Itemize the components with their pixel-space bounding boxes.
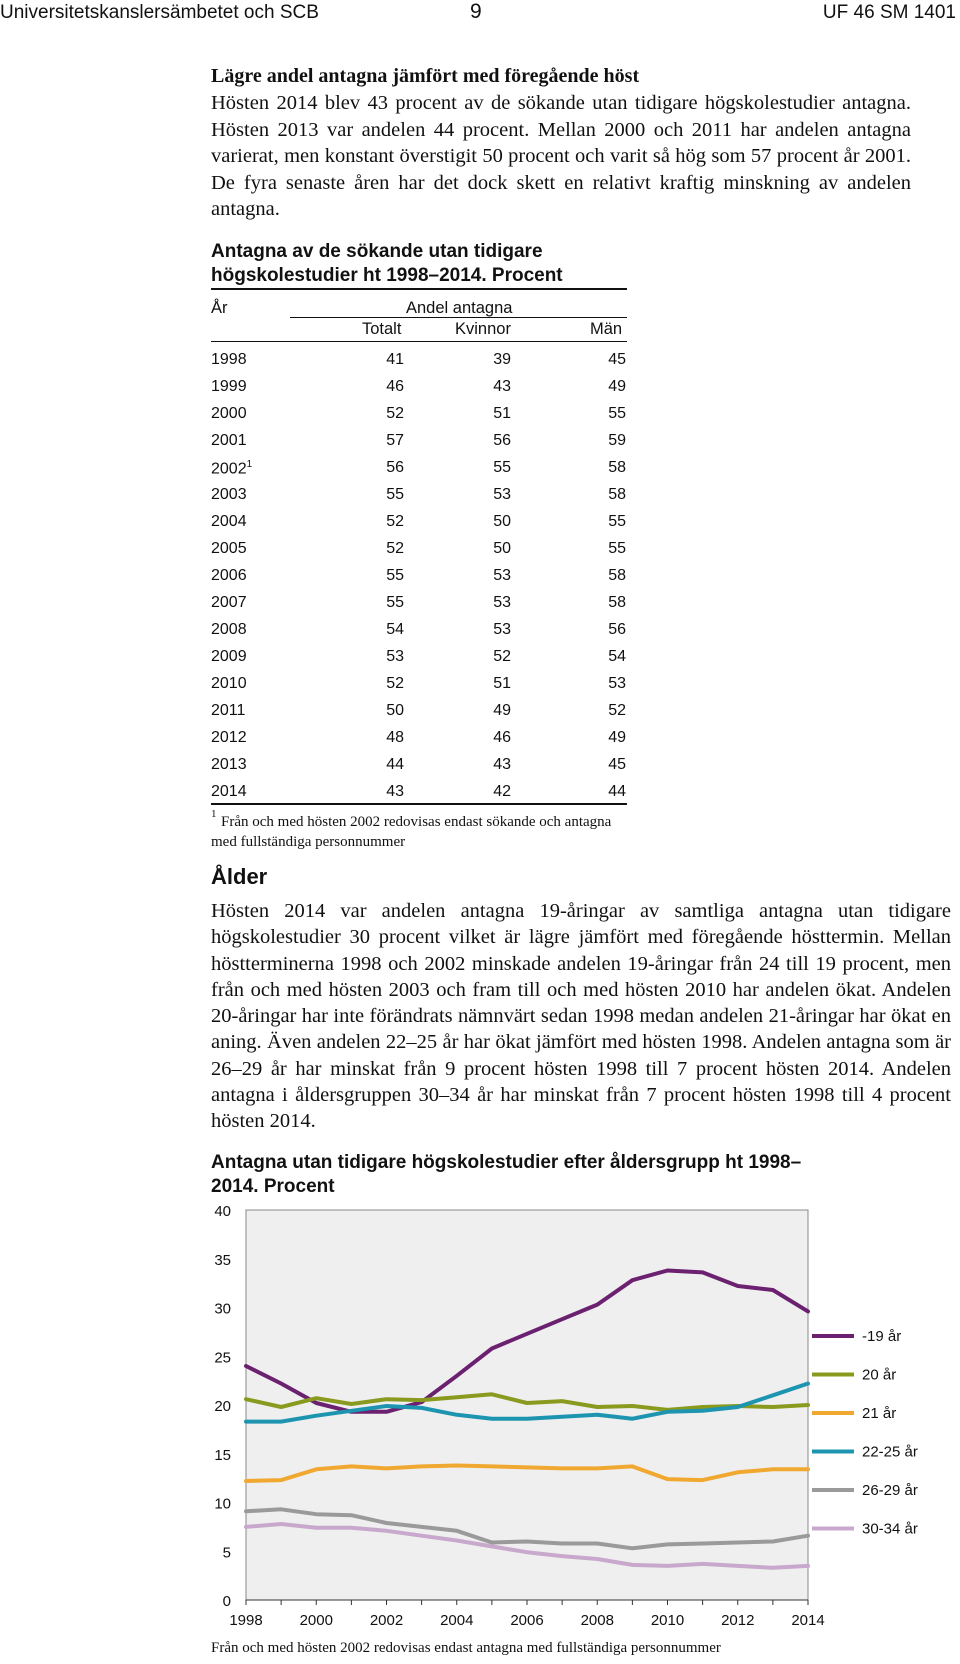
section-heading: Lägre andel antagna jämfört med föregående höst: [211, 65, 640, 87]
table-cell-total: 55: [386, 567, 404, 584]
section-paragraph-age: Hösten 2014 var andelen antagna 19-åringar av samtliga antagna utan tidigare högskolestudier 30 procent vilket är lägre jämfört med föregående hösttermin. Mellan höstterminerna 1998 och 2002 minskade andelen 19-åringar från 24 till 19 procent, men från och med hösten 2003 och fram till och med hösten 2010 har andelen ökat. Andelen 20-åringar har inte förändrats nämnvärt sedan 1998 medan andelen 21-åringar har ökat en aning. Även andelen 22–25 år har ökat jämfört med hösten 1998. Andelen antagna som är 26–29 år har minskat från 9 procent hösten 1998 till 7 procent hösten 2014. Andelen antagna i åldersgruppen 30–34 år har minskat från 7 procent hösten 1998 till 4 procent hösten 2014.: [211, 900, 951, 1133]
data-point: [736, 1541, 739, 1544]
table-cell-women: 46: [493, 729, 511, 746]
data-point: [244, 1420, 247, 1423]
data-point: [280, 1508, 283, 1511]
x-tick-label: 1998: [229, 1612, 263, 1629]
y-tick-label: 0: [222, 1593, 231, 1610]
y-tick-label: 15: [214, 1446, 231, 1464]
table-cell-total: 57: [386, 432, 404, 449]
table-row-year: 2009: [211, 648, 247, 665]
data-point: [736, 1564, 739, 1567]
data-point: [525, 1401, 528, 1404]
data-point: [561, 1542, 564, 1545]
table-cell-women: 43: [493, 378, 511, 395]
data-point: [490, 1541, 493, 1544]
table-row-year: 2010: [211, 675, 247, 692]
x-tick-label: 2004: [440, 1612, 474, 1629]
table-cell-men: 58: [608, 594, 626, 611]
y-tick-label: 40: [214, 1203, 231, 1220]
header-right-text: UF 46 SM 1401: [822, 2, 956, 23]
data-point: [631, 1547, 634, 1550]
table-cell-women: 43: [493, 756, 511, 773]
table-cell-total: 56: [386, 459, 404, 476]
y-tick-label: 10: [214, 1495, 231, 1513]
table-cell-women: 56: [493, 432, 511, 449]
table-cell-total: 52: [386, 675, 404, 692]
data-point: [596, 1467, 599, 1470]
x-tick-label: 2012: [721, 1612, 755, 1629]
table-row-year: 1999: [211, 378, 247, 395]
data-point: [596, 1303, 599, 1306]
table-cell-women: 51: [493, 405, 511, 422]
table-row-year: 2006: [211, 567, 247, 584]
data-point: [525, 1466, 528, 1469]
data-point: [666, 1269, 669, 1272]
data-point: [666, 1478, 669, 1481]
data-point: [561, 1415, 564, 1418]
legend-label: -19 år: [862, 1328, 902, 1345]
table-row-year: 1998: [211, 351, 247, 368]
data-point: [244, 1525, 247, 1528]
data-point: [771, 1405, 774, 1408]
data-point: [385, 1467, 388, 1470]
data-point: [736, 1471, 739, 1474]
table-row-year: 2001: [211, 432, 247, 449]
data-point: [561, 1400, 564, 1403]
table-row-year: 2000: [211, 405, 247, 422]
data-point: [280, 1420, 283, 1423]
table-cell-total: 53: [386, 648, 404, 665]
data-point: [701, 1409, 704, 1412]
table-row-year: 2011: [211, 702, 246, 719]
data-point: [631, 1417, 634, 1420]
table-cell-women: 55: [493, 459, 511, 476]
table-row-year: 2005: [211, 540, 247, 557]
table-cell-women: 53: [493, 621, 511, 638]
table-cell-men: 56: [608, 621, 626, 638]
data-point: [736, 1405, 739, 1408]
section-heading-age: Ålder: [211, 864, 268, 889]
table-cell-total: 52: [386, 513, 404, 530]
table-footnote-mark: 1: [211, 808, 217, 820]
data-point: [525, 1540, 528, 1543]
table-cell-total: 55: [386, 594, 404, 611]
data-point: [771, 1468, 774, 1471]
table-row-year: 2007: [211, 594, 247, 611]
data-point: [315, 1414, 318, 1417]
data-point: [631, 1404, 634, 1407]
data-point: [280, 1522, 283, 1525]
data-point: [490, 1545, 493, 1548]
table-cell-total: 55: [386, 486, 404, 503]
section-paragraph: Hösten 2014 blev 43 procent av de sökande utan tidigare högskolestudier antagna. Hösten 2013 var andelen 44 procent. Mellan 2000 och 2011 har andelen antagna varierat, men konstant överstigit 50 procent och varit så hög som 57 procent år 2001. De fyra senaste åren har det dock skett en relativt kraftig minskning av andelen antagna.: [211, 92, 911, 220]
data-point: [490, 1417, 493, 1420]
data-point: [525, 1551, 528, 1554]
data-point: [280, 1478, 283, 1481]
data-point: [455, 1464, 458, 1467]
data-point: [280, 1405, 283, 1408]
chart-footnote: Från och med hösten 2002 redovisas endast antagna med fullständiga personnummer: [211, 1640, 721, 1656]
data-point: [385, 1398, 388, 1401]
y-tick-label: 20: [214, 1398, 231, 1415]
table-cell-total: 52: [386, 405, 404, 422]
table-header-women: Kvinnor: [455, 320, 511, 338]
data-point: [806, 1403, 809, 1406]
table-cell-men: 45: [608, 351, 626, 368]
data-point: [806, 1534, 809, 1537]
data-point: [631, 1465, 634, 1468]
x-tick-label: 2002: [369, 1612, 404, 1629]
table-cell-total: 50: [386, 702, 404, 719]
data-point: [455, 1413, 458, 1416]
table-cell-women: 51: [493, 675, 511, 692]
data-point: [490, 1393, 493, 1396]
data-point: [771, 1288, 774, 1291]
x-tick-label: 2010: [650, 1612, 685, 1629]
data-point: [736, 1284, 739, 1287]
data-point: [806, 1382, 809, 1385]
data-point: [244, 1510, 247, 1513]
data-point: [420, 1525, 423, 1528]
data-point: [490, 1465, 493, 1468]
y-tick-label: 30: [214, 1300, 231, 1318]
header-left-text: Universitetskanslersämbetet och SCB: [0, 2, 319, 23]
data-point: [455, 1539, 458, 1542]
data-point: [771, 1540, 774, 1543]
table-header-year: År: [211, 299, 228, 317]
x-tick-label: 2000: [299, 1612, 333, 1629]
table-cell-women: 49: [493, 702, 511, 719]
table-cell-total: 54: [386, 621, 404, 638]
table-cell-men: 52: [608, 702, 626, 719]
table-cell-women: 50: [493, 513, 511, 530]
legend-label: 20 år: [862, 1366, 897, 1384]
table-cell-total: 43: [386, 783, 404, 800]
x-tick-label: 2006: [510, 1612, 544, 1629]
data-point: [385, 1410, 388, 1413]
table-cell-men: 58: [608, 459, 626, 476]
data-point: [315, 1526, 318, 1529]
table-cell-men: 49: [608, 378, 626, 395]
data-point: [350, 1409, 353, 1412]
data-point: [350, 1526, 353, 1529]
data-point: [455, 1374, 458, 1377]
table-cell-women: 53: [493, 567, 511, 584]
data-point: [701, 1271, 704, 1274]
table-cell-total: 44: [386, 756, 404, 773]
table-cell-women: 50: [493, 540, 511, 557]
table-cell-women: 53: [493, 486, 511, 503]
data-point: [455, 1396, 458, 1399]
table-cell-men: 55: [608, 405, 626, 422]
table-cell-men: 45: [608, 756, 626, 773]
data-point: [771, 1394, 774, 1397]
data-point: [244, 1479, 247, 1482]
data-point: [561, 1467, 564, 1470]
y-tick-label: 35: [214, 1251, 231, 1269]
legend-label: 30-34 år: [862, 1520, 918, 1538]
table-cell-women: 52: [493, 648, 511, 665]
y-tick-label: 25: [214, 1349, 231, 1367]
footnote-marker: 1: [246, 459, 253, 470]
data-point: [420, 1399, 423, 1402]
data-point: [525, 1417, 528, 1420]
table-row-year: 2003: [211, 486, 247, 503]
data-point: [490, 1347, 493, 1350]
data-point: [420, 1406, 423, 1409]
chart-caption: Antagna utan tidigare högskolestudier efter åldersgrupp ht 1998–2014. Procent: [211, 1152, 802, 1197]
table-cell-total: 41: [386, 351, 404, 368]
table-cell-men: 53: [608, 675, 626, 692]
table-header-total: Totalt: [362, 320, 402, 338]
data-point: [385, 1404, 388, 1407]
table-cell-total: 52: [386, 540, 404, 557]
data-point: [385, 1529, 388, 1532]
page-number: 9: [470, 0, 482, 23]
data-point: [561, 1318, 564, 1321]
table-cell-total: 48: [386, 729, 404, 746]
data-point: [596, 1405, 599, 1408]
table-cell-men: 44: [608, 783, 626, 800]
legend-label: 22-25 år: [862, 1443, 918, 1461]
table-cell-women: 39: [493, 351, 511, 368]
data-point: [525, 1332, 528, 1335]
data-point: [315, 1397, 318, 1400]
data-point: [561, 1555, 564, 1558]
data-point: [596, 1542, 599, 1545]
data-point: [350, 1465, 353, 1468]
x-tick-label: 2008: [580, 1612, 614, 1629]
legend-label: 26-29 år: [862, 1482, 918, 1499]
table-row-year: 2002$^1$: [211, 459, 253, 478]
table-row-year: 2012: [211, 729, 247, 746]
data-point: [280, 1382, 283, 1385]
data-point: [244, 1398, 247, 1401]
table-cell-men: 55: [608, 540, 626, 557]
data-point: [666, 1410, 669, 1413]
data-point: [420, 1534, 423, 1537]
table-header-men: Män: [590, 320, 623, 338]
data-point: [385, 1521, 388, 1524]
data-point: [350, 1402, 353, 1405]
data-point: [701, 1542, 704, 1545]
table-cell-men: 58: [608, 567, 626, 584]
data-point: [420, 1465, 423, 1468]
data-point: [771, 1566, 774, 1569]
x-tick-label: 2014: [791, 1612, 825, 1629]
data-point: [666, 1564, 669, 1567]
data-point: [631, 1279, 634, 1282]
table-cell-men: 49: [608, 729, 626, 746]
table-row-year: 2013: [211, 756, 247, 773]
table-caption: Antagna av de sökande utan tidigare högskolestudier ht 1998–2014. Procent: [211, 241, 563, 286]
y-tick-label: 5: [222, 1544, 231, 1562]
data-point: [315, 1468, 318, 1471]
data-point: [701, 1405, 704, 1408]
data-point: [315, 1513, 318, 1516]
data-point: [596, 1413, 599, 1416]
data-point: [806, 1468, 809, 1471]
data-point: [315, 1401, 318, 1404]
data-point: [701, 1478, 704, 1481]
table-cell-women: 53: [493, 594, 511, 611]
table-row-year: 2004: [211, 513, 247, 530]
data-point: [666, 1543, 669, 1546]
table-cell-men: 59: [608, 432, 626, 449]
table-header-group: Andel antagna: [406, 299, 513, 317]
data-point: [806, 1564, 809, 1567]
table-row-year: 2014: [211, 783, 247, 800]
data-point: [631, 1563, 634, 1566]
table-footnote: Från och med hösten 2002 redovisas endast sökande och antagna med fullständiga personnummer: [211, 814, 612, 850]
data-point: [455, 1529, 458, 1532]
table-cell-men: 58: [608, 486, 626, 503]
table-row-year: 2008: [211, 621, 247, 638]
data-point: [350, 1514, 353, 1517]
table-cell-total: 46: [386, 378, 404, 395]
table-cell-men: 55: [608, 513, 626, 530]
table-cell-women: 42: [493, 783, 511, 800]
legend-label: 21 år: [862, 1405, 897, 1422]
data-point: [596, 1557, 599, 1560]
data-point: [806, 1310, 809, 1313]
data-point: [244, 1364, 247, 1367]
table-cell-men: 54: [608, 648, 626, 665]
data-point: [701, 1562, 704, 1565]
